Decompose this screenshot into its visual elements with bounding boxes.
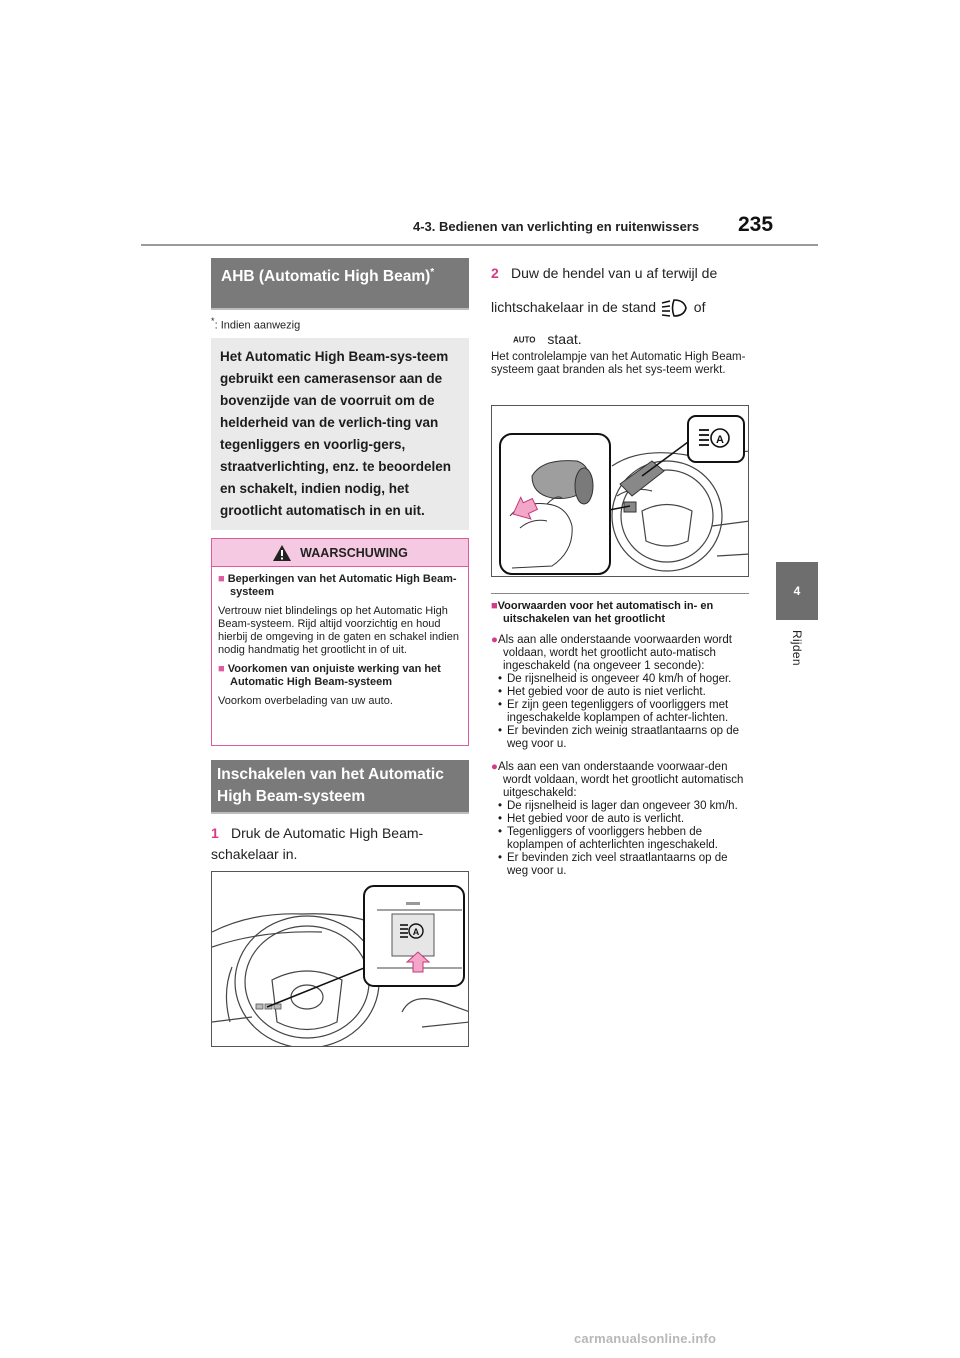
warning-text-1: Vertrouw niet blindelings op het Automatic High Beam-systeem. Rijd altijd voorzichtig en houd hierbij de omgeving in de gaten en schakel indien nodig handmatig het grootlicht in of uit. (218, 605, 459, 656)
square-bullet-icon: ■ (218, 573, 225, 585)
warning-box (211, 538, 469, 746)
dashboard-illustration (212, 872, 469, 1047)
step-1-text: Druk de Automatic High Beam-schakelaar in. (211, 825, 424, 862)
step-2-text-a: Duw de hendel van u af terwijl de lichtschakelaar in de stand (491, 265, 718, 315)
intro-box: Het Automatic High Beam-sys-teem gebruikt een camerasensor aan de bovenzijde van de voorruit om de helderheid van de verlich-ting van tegenliggers en voorlig-gers, straatverlichting, enz. te beoordelen en schakelt, indien nodig, het grootlicht automatisch in en uit. (211, 338, 469, 530)
step-2-text-b: staat. (547, 331, 582, 347)
page-number: 235 (738, 213, 774, 236)
list-item: • De rijsnelheid is ongeveer 40 km/h of hoger. (491, 673, 749, 686)
warning-title: WAARSCHUWING (300, 545, 408, 560)
svg-text:A: A (412, 927, 420, 937)
steering-lever-illustration (492, 406, 749, 577)
on-conditions-lead: ●Als aan alle onderstaande voorwaarden wordt voldaan, wordt het grootlicht auto-matisch ingeschakeld (na ongeveer 1 seconde): (491, 634, 732, 672)
square-bullet-icon: ■ (491, 600, 498, 612)
step-1-number: 1 (211, 825, 219, 841)
list-item: • Het gebied voor de auto is verlicht. (491, 813, 749, 826)
step-2-of: of (693, 299, 706, 315)
list-item: • Tegenliggers of voorliggers hebben de koplampen of achterlichten ingeschakeld. (491, 826, 749, 852)
list-item: • Het gebied voor de auto is niet verlicht. (491, 686, 749, 699)
headlight-icon (660, 298, 690, 318)
list-item: • De rijsnelheid is lager dan ongeveer 30 km/h. (491, 800, 749, 813)
square-bullet-icon: ■ (218, 663, 225, 675)
section-title-ahb-text: AHB (Automatic High Beam) (221, 268, 431, 286)
chapter-tab[interactable]: 4 (776, 562, 818, 620)
svg-text:A: A (716, 434, 724, 446)
list-item: • Er zijn geen tegenliggers of voorliggers met ingeschakelde koplampen of achter-lichten. (491, 699, 749, 725)
warning-header (212, 539, 468, 567)
watermark: carmanualsonline.info (574, 1331, 717, 1346)
warning-text-2: Voorkom overbelading van uw auto. (218, 695, 393, 707)
list-item: • Er bevinden zich weinig straatlantaarns op de weg voor u. (491, 725, 749, 751)
header-rule (141, 244, 818, 246)
on-conditions-list (491, 673, 749, 751)
step-2-number: 2 (491, 265, 499, 281)
off-conditions-lead: ●Als aan een van onderstaande voorwaar-den wordt voldaan, wordt het grootlicht automatisch uitgeschakeld: (491, 761, 744, 799)
chapter-label: Rijden (790, 630, 804, 666)
asterisk: * (430, 267, 435, 278)
warning-body (212, 567, 468, 708)
circle-bullet-icon: ● (491, 634, 498, 646)
conditions-rule (491, 593, 749, 594)
off-conditions-list (491, 800, 749, 878)
indicator-note: Het controlelampje van het Automatic High Beam-systeem gaat branden als het sys-teem werkt. (491, 351, 746, 376)
figure-lever (491, 405, 749, 577)
auto-icon: AUTO (513, 335, 536, 345)
warning-heading-1: ■ Beperkingen van het Automatic High Beam-systeem (218, 573, 457, 598)
section-title-ahb (211, 258, 469, 308)
conditions-section (491, 600, 749, 878)
circle-bullet-icon: ● (491, 761, 498, 773)
section-title-inschakelen: Inschakelen van het Automatic High Beam-systeem (211, 760, 469, 812)
warning-heading-2: ■ Voorkomen van onjuiste werking van het Automatic High Beam-systeem (218, 663, 441, 688)
list-item: • Er bevinden zich veel straatlantaarns op de weg voor u. (491, 852, 749, 878)
running-header: 4-3. Bedienen van verlichting en ruitenwissers (413, 219, 700, 234)
footnote: *: Indien aanwezig (211, 316, 301, 332)
figure-ahb-switch (211, 871, 469, 1047)
step-1 (211, 823, 469, 865)
conditions-title: ■Voorwaarden voor het automatisch in- en uitschakelen van het grootlicht (491, 600, 714, 625)
step-2 (491, 256, 749, 355)
warning-triangle-icon (272, 544, 292, 562)
